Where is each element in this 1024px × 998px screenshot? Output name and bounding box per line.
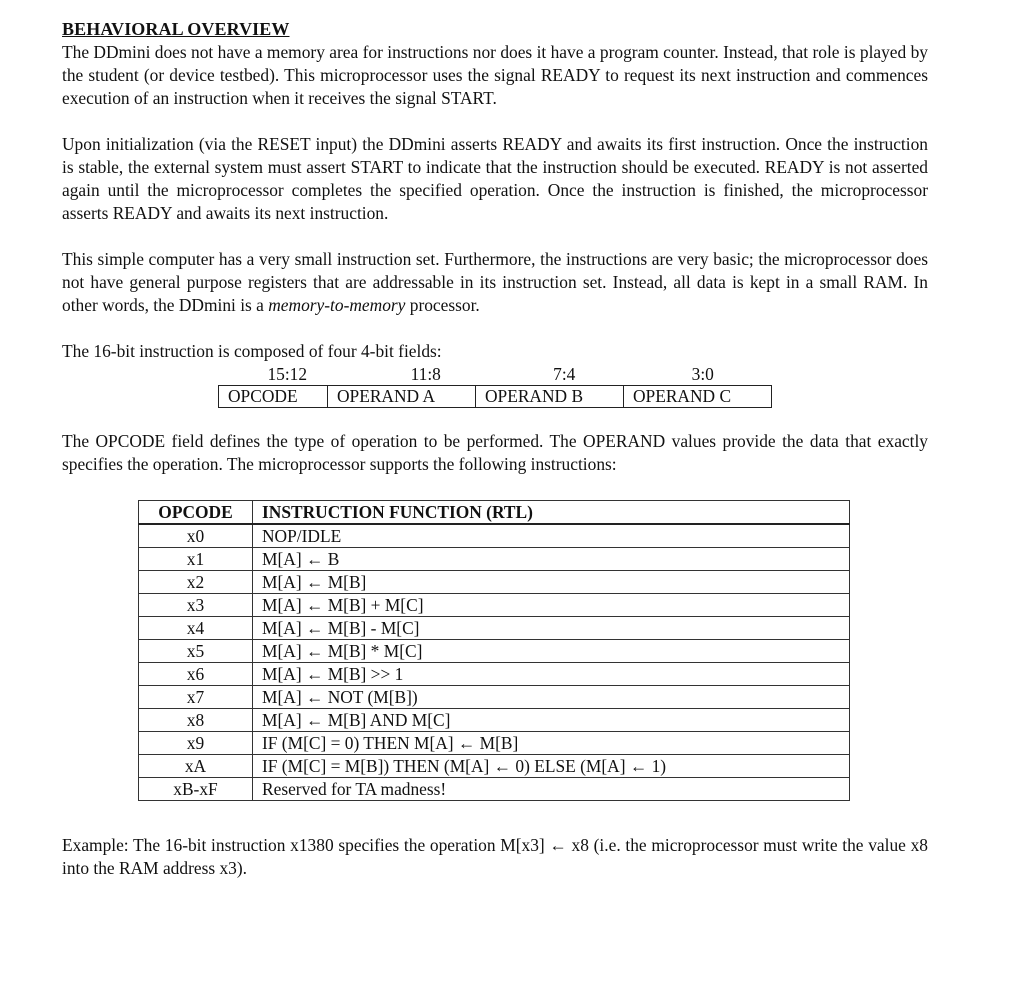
function-cell: M[A] ← B xyxy=(253,548,850,571)
function-cell: M[A] ← M[B] - M[C] xyxy=(253,617,850,640)
field-cell: OPERAND A xyxy=(327,386,475,408)
bit-range: 3:0 xyxy=(691,364,714,384)
function-cell: NOP/IDLE xyxy=(253,524,850,548)
paragraph-format-intro: The 16-bit instruction is composed of four 4-bit fields: xyxy=(62,341,442,361)
function-cell: Reserved for TA madness! xyxy=(253,778,850,801)
table-row xyxy=(139,640,850,663)
field-cell: OPCODE xyxy=(219,386,328,408)
opcode-cell: x5 xyxy=(139,640,253,663)
bit-range: 11:8 xyxy=(410,364,441,384)
bit-range: 7:4 xyxy=(553,364,576,384)
table-row xyxy=(139,617,850,640)
table-row xyxy=(139,594,850,617)
table-row xyxy=(139,686,850,709)
table-row xyxy=(139,732,850,755)
table-row xyxy=(139,778,850,801)
field-cell: OPERAND C xyxy=(623,386,771,408)
opcode-cell: x6 xyxy=(139,663,253,686)
function-cell: M[A] ← M[B] xyxy=(253,571,850,594)
bit-range: 15:12 xyxy=(267,364,308,384)
table-row xyxy=(139,663,850,686)
paragraph-initialization: Upon initialization (via the RESET input) the DDmini asserts READY and awaits its first instruction. Once the instruction is stable, the external system must assert START to indicate that the instruction should be executed. READY is not asserted again until the microprocessor completes the specified operation. Once the instruction is finished, the microprocessor asserts READY and awaits its next instruction. xyxy=(62,134,928,223)
field-cell: OPERAND B xyxy=(475,386,623,408)
opcode-cell: x7 xyxy=(139,686,253,709)
opcode-cell: xB-xF xyxy=(139,778,253,801)
bit-range-row xyxy=(218,363,772,385)
table-row xyxy=(139,524,850,548)
paragraph-intro: The DDmini does not have a memory area for instructions nor does it have a program counter. Instead, that role is played by the student (or device testbed). This microprocessor uses the signal READY to request its next instruction and commences execution of an instruction when it receives the signal START. xyxy=(62,42,928,108)
opcode-table xyxy=(138,500,850,801)
instruction-format xyxy=(218,363,772,408)
paragraph-instruction-set-text: This simple computer has a very small instruction set. Furthermore, the instructions are very basic; the microprocessor does not have general purpose registers that are addressable in its instruction set. Instead, all data is kept in a small RAM. In other words, the DDmini is a xyxy=(62,249,928,315)
paragraph-opcode-desc: The OPCODE field defines the type of operation to be performed. The OPERAND values provide the data that exactly specifies the operation. The microprocessor supports the following instructions: xyxy=(62,431,928,474)
function-cell: IF (M[C] = M[B]) THEN (M[A] ← 0) ELSE (M[A] ← 1) xyxy=(253,755,850,778)
function-cell: M[A] ← M[B] * M[C] xyxy=(253,640,850,663)
opcode-cell: x0 xyxy=(139,524,253,548)
opcode-table-wrapper xyxy=(138,500,850,801)
opcode-table-header xyxy=(139,501,850,525)
document-page xyxy=(62,18,928,476)
table-row xyxy=(139,709,850,732)
paragraph-example: Example: The 16-bit instruction x1380 specifies the operation M[x3] ← x8 (i.e. the microprocessor must write the value x8 into the RAM address x3). xyxy=(62,835,928,878)
opcode-table-body xyxy=(139,524,850,801)
paragraph-instruction-set-end: processor. xyxy=(405,295,480,315)
function-cell: M[A] ← NOT (M[B]) xyxy=(253,686,850,709)
table-row xyxy=(139,755,850,778)
header-opcode: OPCODE xyxy=(139,501,253,525)
instruction-fields-table xyxy=(218,385,772,408)
opcode-cell: x2 xyxy=(139,571,253,594)
function-cell: M[A] ← M[B] AND M[C] xyxy=(253,709,850,732)
opcode-cell: x9 xyxy=(139,732,253,755)
opcode-cell: x1 xyxy=(139,548,253,571)
opcode-cell: x4 xyxy=(139,617,253,640)
header-function: INSTRUCTION FUNCTION (RTL) xyxy=(253,501,850,525)
fields-row xyxy=(219,386,772,408)
table-row xyxy=(139,548,850,571)
emphasis-memory-to-memory: memory-to-memory xyxy=(268,295,406,315)
table-row xyxy=(139,571,850,594)
opcode-cell: xA xyxy=(139,755,253,778)
opcode-cell: x8 xyxy=(139,709,253,732)
function-cell: M[A] ← M[B] >> 1 xyxy=(253,663,850,686)
paragraph-instruction-set xyxy=(62,248,928,317)
section-heading: BEHAVIORAL OVERVIEW xyxy=(62,19,290,39)
function-cell: M[A] ← M[B] + M[C] xyxy=(253,594,850,617)
opcode-cell: x3 xyxy=(139,594,253,617)
function-cell: IF (M[C] = 0) THEN M[A] ← M[B] xyxy=(253,732,850,755)
